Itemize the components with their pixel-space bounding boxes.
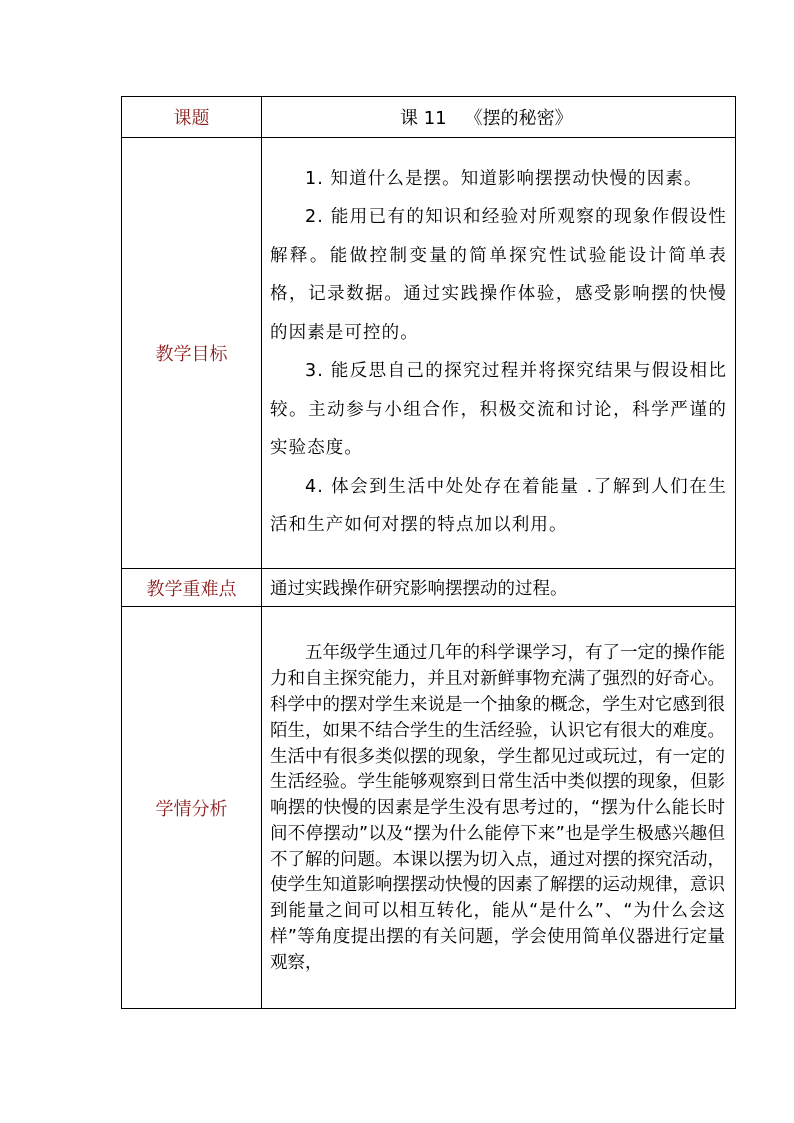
lesson-title <box>262 97 736 138</box>
analysis-row <box>122 607 736 1009</box>
title-row <box>122 97 736 138</box>
goal-item-1: 1. 知道什么是摆。知道影响摆摆动快慢的因素。 <box>305 168 703 189</box>
goal-item-4: 4. 体会到生活中处处存在着能量 .了解到人们在生活和生产如何对摆的特点加以利用。 <box>270 476 727 535</box>
goal-item-3: 3. 能反思自己的探究过程并将探究结果与假设相比较。主动参与小组合作，积极交流和讨论，科学严谨的实验态度。 <box>270 361 727 458</box>
goal-item-2: 2. 能用已有的知识和经验对所观察的现象作假设性解释。能做控制变量的简单探究性试验能设计简单表格，记录数据。通过实践操作体验，感受影响摆的快慢的因素是可控的。 <box>270 207 727 343</box>
title-label: 课题 <box>122 97 262 138</box>
analysis-text: 五年级学生通过几年的科学课学习，有了一定的操作能力和自主探究能力，并且对新鲜事物充满了强烈的好奇心。科学中的摆对学生来说是一个抽象的概念，学生对它感到很陌生，如果不结合学生的生活经验，认识它有很大的难度。生活中有很多类似摆的现象，学生都见过或玩过，有一定的生活经验。学生能够观察到日常生活中类似摆的现象，但影响摆的快慢的因素是学生没有思考过的，“摆为什么能长时间不停摆动”以及“摆为什么能停下来”也是学生极感兴趣但不了解的问题。本课以摆为切入点，通过对摆的探究活动，使学生知道影响摆摆动快慢的因素了解摆的运动规律，意识到能量之间可以相互转化，能从“是什么”、“为什么会这样”等角度提出摆的有关问题，学会使用简单仪器进行定量观察， <box>270 643 725 973</box>
lesson-number: 课 11 <box>400 108 447 129</box>
analysis-content <box>262 607 736 1009</box>
key-points-text: 通过实践操作研究影响摆摆动的过程。 <box>262 569 736 607</box>
goals-content <box>262 138 736 569</box>
goals-row <box>122 138 736 569</box>
goals-label: 教学目标 <box>122 138 262 569</box>
key-points-row <box>122 569 736 607</box>
key-points-label: 教学重难点 <box>122 569 262 607</box>
lesson-name: 《摆的秘密》 <box>464 108 573 129</box>
lesson-plan-table <box>121 96 736 1009</box>
analysis-label: 学情分析 <box>122 607 262 1009</box>
